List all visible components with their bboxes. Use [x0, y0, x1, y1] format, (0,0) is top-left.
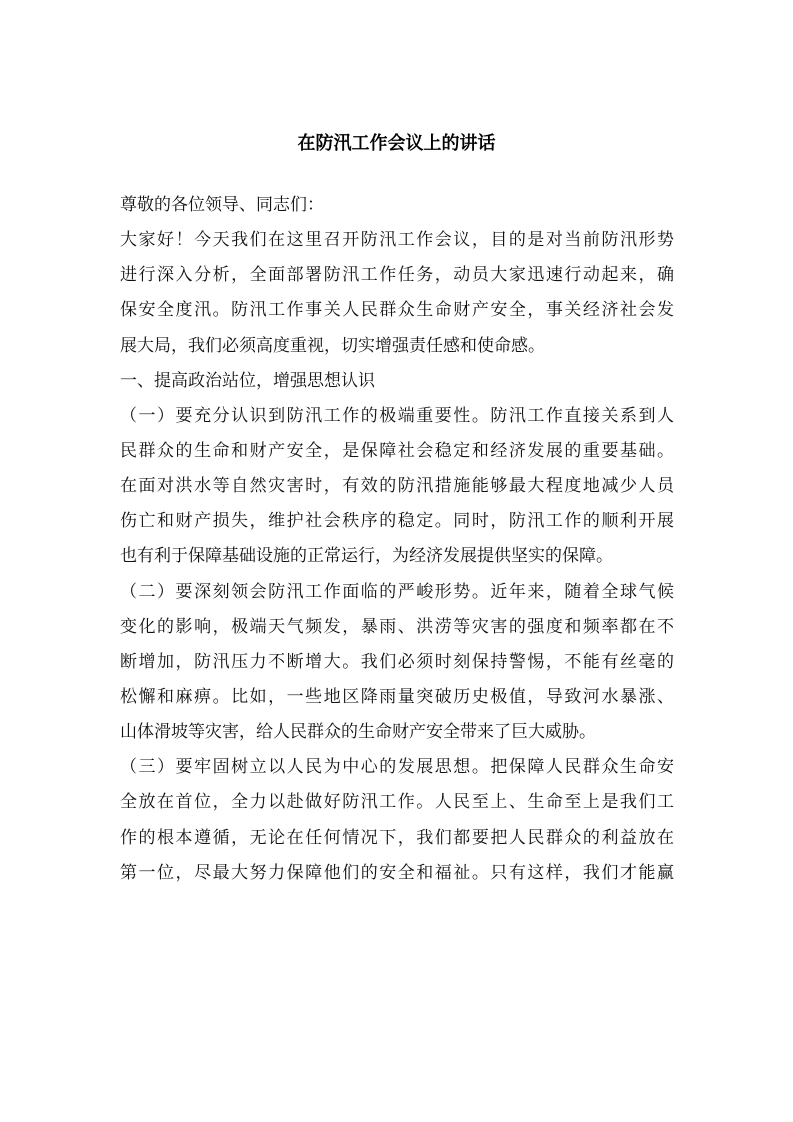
- body-line: 断增加，防汛压力不断增大。我们必须时刻保持警惕，不能有丝毫的: [120, 651, 674, 672]
- body-line: 也有利于保障基础设施的正常运行，为经济发展提供坚实的保障。: [120, 546, 613, 567]
- section-heading: 一、提高政治站位，增强思想认识: [120, 370, 375, 391]
- body-line: 山体滑坡等灾害，给人民群众的生命财产安全带来了巨大威胁。: [120, 722, 596, 743]
- body-line: （三）要牢固树立以人民为中心的发展思想。把保障人民群众生命安: [120, 757, 674, 778]
- document-title: 在防汛工作会议上的讲话: [297, 133, 496, 154]
- salutation-line: 尊敬的各位领导、同志们：: [120, 195, 324, 215]
- body-line: 全放在首位，全力以赴做好防汛工作。人民至上、生命至上是我们工: [120, 792, 674, 813]
- body-line: 第一位，尽最大努力保障他们的安全和福祉。只有这样，我们才能赢: [120, 862, 674, 883]
- body-line: （二）要深刻领会防汛工作面临的严峻形势。近年来，随着全球气候: [120, 581, 674, 602]
- body-line: （一）要充分认识到防汛工作的极端重要性。防汛工作直接关系到人: [120, 405, 674, 426]
- body-line: 松懈和麻痹。比如，一些地区降雨量突破历史极值，导致河水暴涨、: [120, 686, 674, 707]
- body-line: 大家好！今天我们在这里召开防汛工作会议，目的是对当前防汛形势: [120, 230, 674, 251]
- body-line: 展大局，我们必须高度重视，切实增强责任感和使命感。: [120, 335, 545, 356]
- body-line: 保安全度汛。防汛工作事关人民群众生命财产安全，事关经济社会发: [120, 300, 674, 321]
- body-line: 在面对洪水等自然灾害时，有效的防汛措施能够最大程度地减少人员: [120, 476, 674, 497]
- body-line: 变化的影响，极端天气频发，暴雨、洪涝等灾害的强度和频率都在不: [120, 616, 674, 637]
- body-line: 民群众的生命和财产安全，是保障社会稳定和经济发展的重要基础。: [120, 440, 674, 461]
- document-body: [120, 188, 674, 891]
- body-line: 作的根本遵循，无论在任何情况下，我们都要把人民群众的利益放在: [120, 827, 674, 848]
- body-line: 进行深入分析，全面部署防汛工作任务，动员大家迅速行动起来，确: [120, 265, 674, 286]
- body-line: 伤亡和财产损失，维护社会秩序的稳定。同时，防汛工作的顺利开展: [120, 511, 674, 532]
